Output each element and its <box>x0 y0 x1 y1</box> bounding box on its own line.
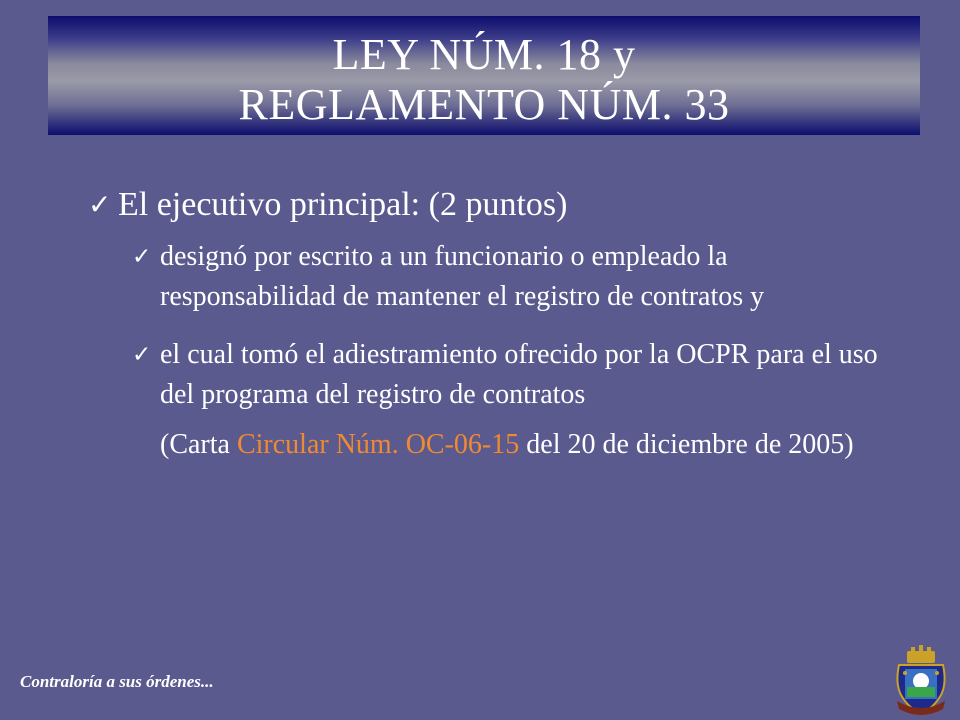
note-highlight: Circular Núm. OC-06-15 <box>236 429 520 460</box>
note-prefix: (Carta <box>160 429 237 460</box>
checkmark-icon: ✓ <box>88 188 112 221</box>
title-line-1: LEY NÚM. 18 y <box>332 30 636 79</box>
title-line-2: REGLAMENTO NÚM. 33 <box>238 80 730 129</box>
sub-bullet-text: designó por escrito a un funcionario o empleado la responsabilidad de mantener el registro de contratos y <box>160 241 765 312</box>
checkmark-icon: ✓ <box>132 342 152 368</box>
reference-note <box>88 425 888 465</box>
main-bullet-text: El ejecutivo principal: (2 puntos) <box>118 186 568 223</box>
title-banner <box>48 16 920 135</box>
seal-icon <box>893 643 949 717</box>
sub-bullet-1 <box>88 237 888 317</box>
sub-bullet-2 <box>88 335 888 415</box>
main-bullet <box>88 185 888 225</box>
slide-content <box>88 185 888 465</box>
sub-bullet-text: el cual tomó el adiestramiento ofrecido por la OCPR para el uso del programa del registro de contratos <box>160 339 878 410</box>
footer-slogan: Contraloría a sus órdenes... <box>20 672 214 691</box>
checkmark-icon: ✓ <box>132 244 152 270</box>
note-suffix: del 20 de diciembre de 2005) <box>519 429 854 460</box>
